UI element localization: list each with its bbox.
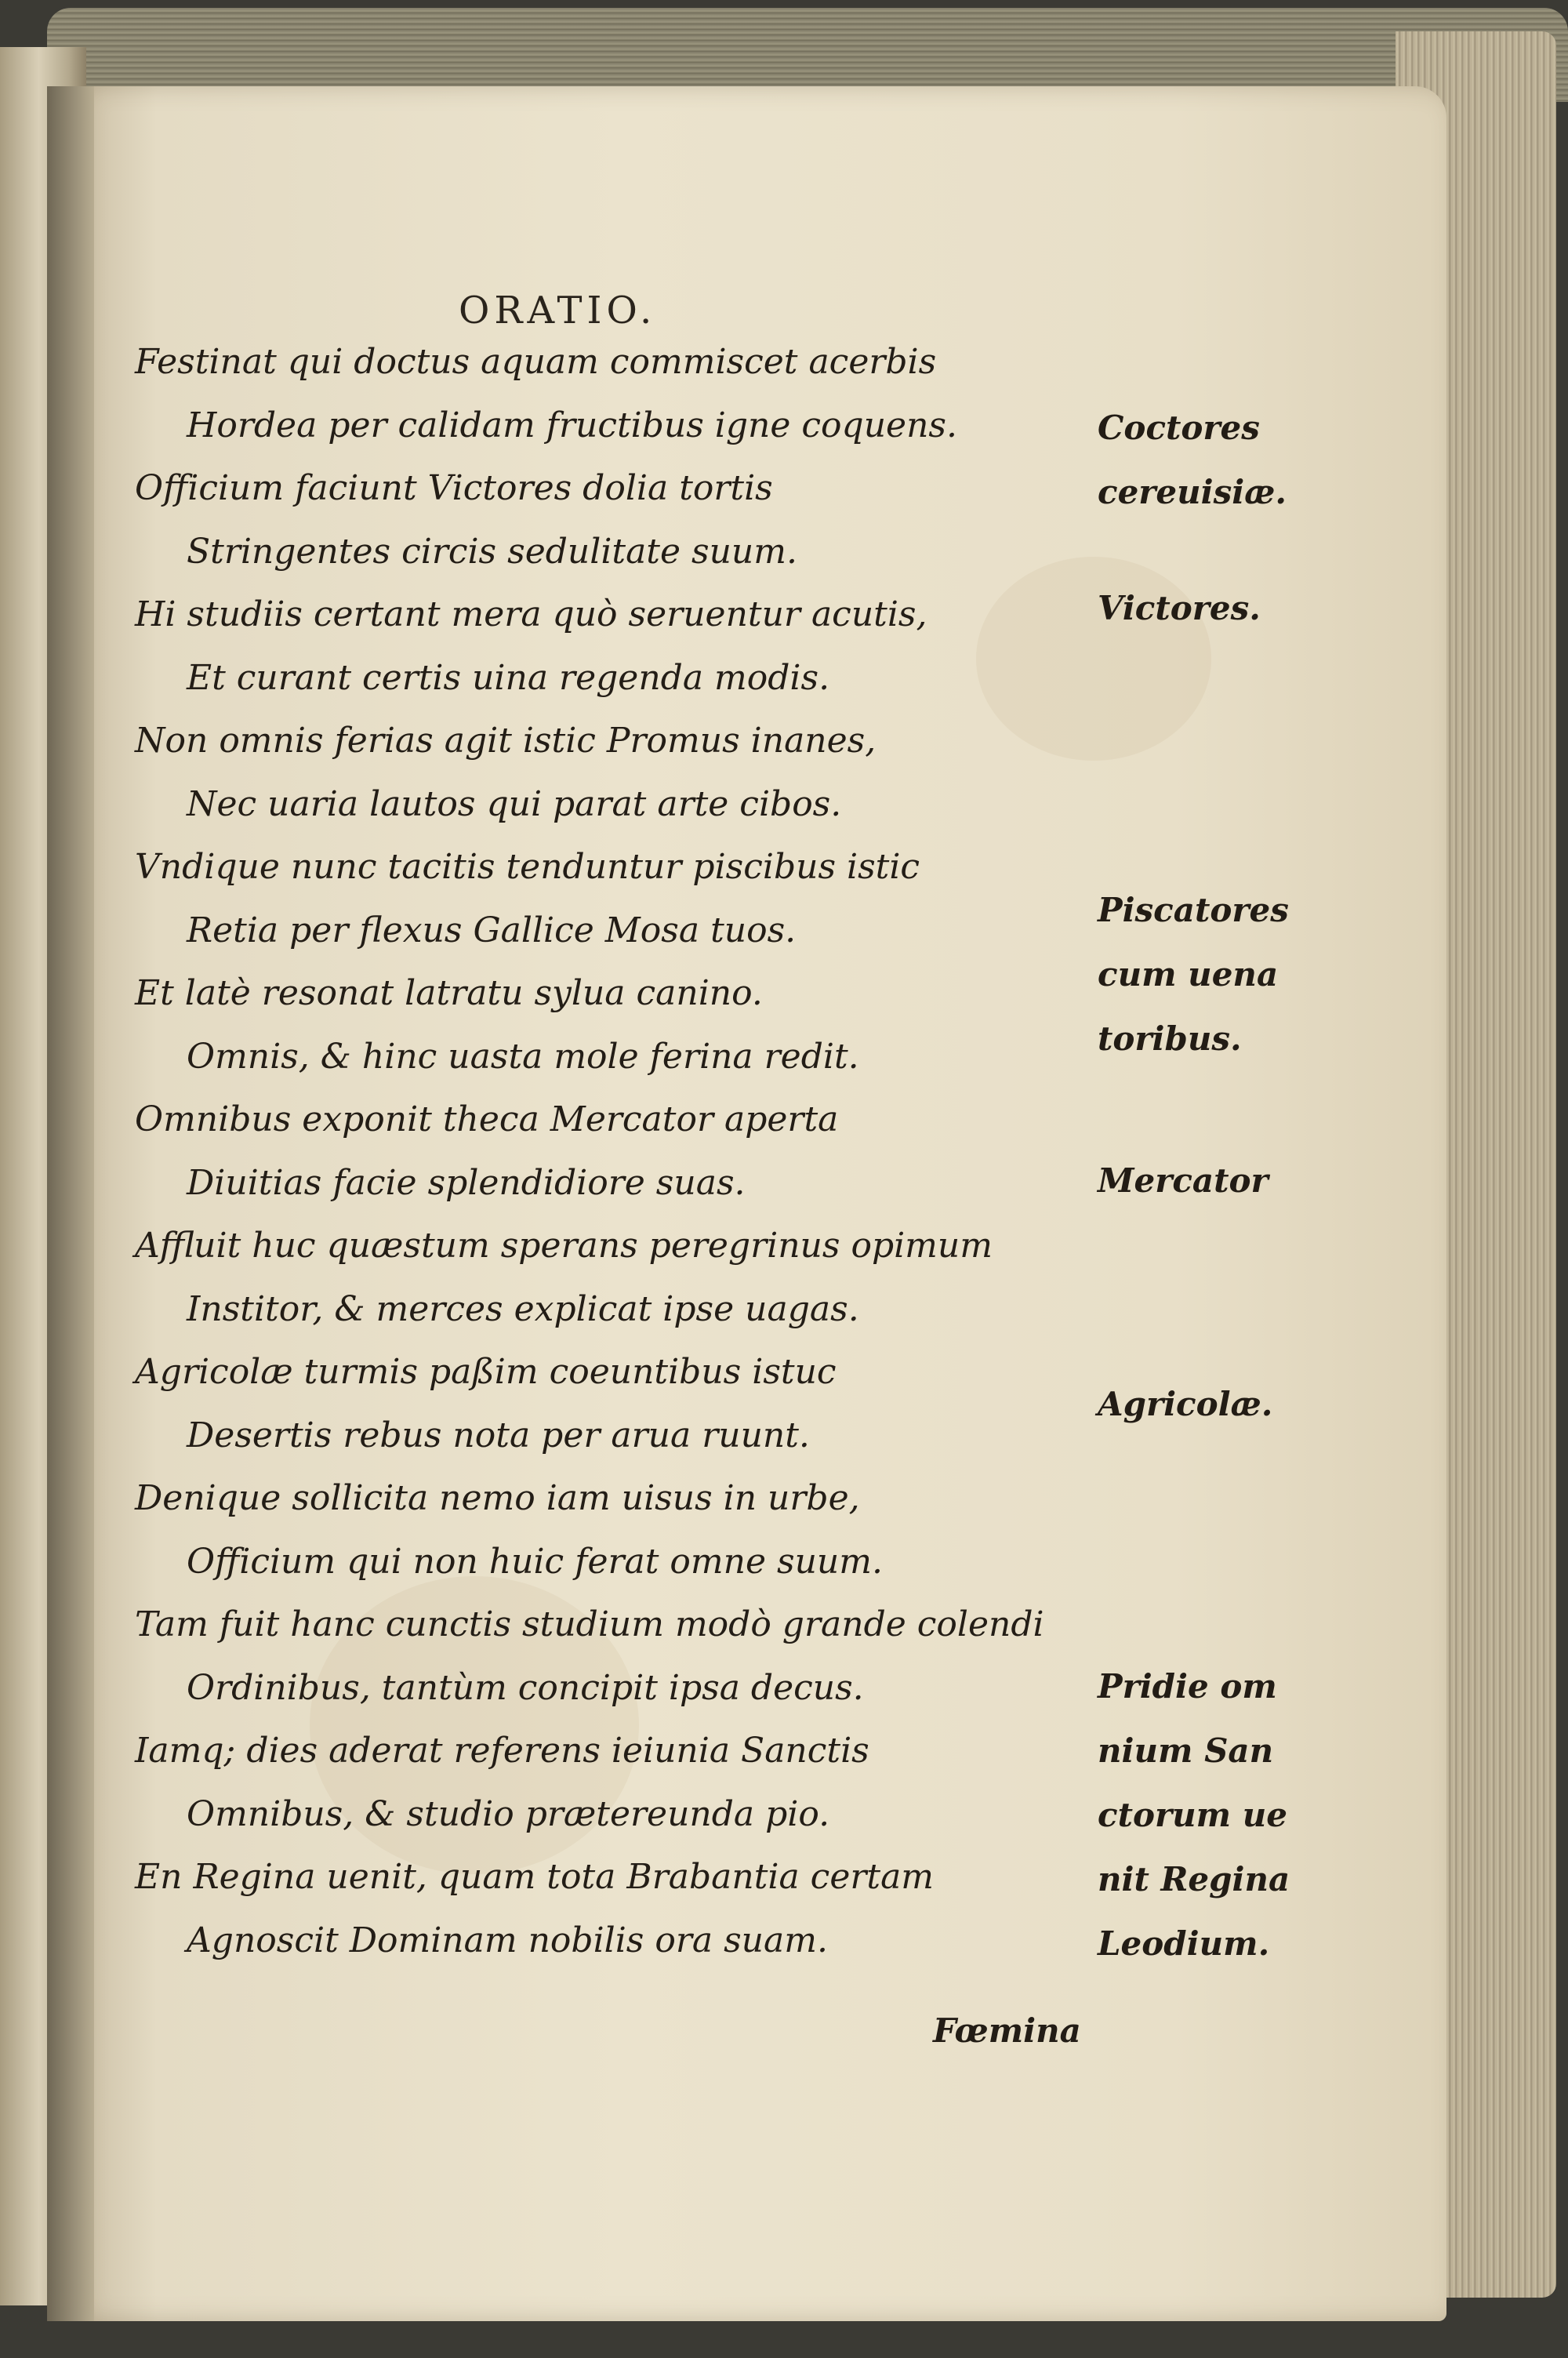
- verse-line-pentameter: Retia per flexus Gallice Mosa tuos.: [187, 910, 797, 950]
- verse-line-pentameter: Omnis, & hinc uasta mole ferina redit.: [187, 1037, 859, 1077]
- marginal-note-line: Coctores: [1098, 409, 1260, 447]
- marginal-note-line: Leodium.: [1098, 1924, 1270, 1963]
- marginal-note-line: Victores.: [1098, 589, 1261, 627]
- verse-line-hexameter: Tam fuit hanc cunctis studium modò grande colendi: [135, 1604, 1044, 1644]
- gutter-shadow: [47, 86, 94, 2321]
- verse-line-pentameter: Desertis rebus nota per arua ruunt.: [187, 1415, 810, 1455]
- verse-line-pentameter: Diuitias facie splendidiore suas.: [187, 1163, 746, 1203]
- running-head: ORATIO.: [459, 289, 657, 332]
- verse-line-pentameter: Institor, & merces explicat ipse uagas.: [187, 1289, 859, 1329]
- verse-line-hexameter: Officium faciunt Victores dolia tortis: [135, 468, 773, 508]
- verse-line-hexameter: En Regina uenit, quam tota Brabantia certam: [135, 1857, 935, 1897]
- verse-line-hexameter: Non omnis ferias agit istic Promus inanes,: [135, 721, 877, 761]
- paper-stain: [976, 557, 1211, 761]
- verse-line-pentameter: Agnoscit Dominam nobilis ora suam.: [187, 1920, 828, 1960]
- verse-line-hexameter: Affluit huc quæstum sperans peregrinus opimum: [135, 1226, 993, 1266]
- verse-line-pentameter: Officium qui non huic ferat omne suum.: [187, 1542, 883, 1582]
- verse-line-pentameter: Et curant certis uina regenda modis.: [187, 658, 830, 698]
- marginal-note-line: ctorum ue: [1098, 1796, 1287, 1834]
- verse-line-pentameter: Hordea per calidam fructibus igne coquens.: [187, 405, 957, 445]
- catchword: Fœmina: [933, 2011, 1081, 2050]
- verse-line-hexameter: Agricolæ turmis paßim coeuntibus istuc: [135, 1352, 837, 1392]
- verse-line-pentameter: Stringentes circis sedulitate suum.: [187, 532, 797, 572]
- verse-line-hexameter: Hi studiis certant mera quò seruentur acutis,: [135, 594, 927, 634]
- verse-line-pentameter: Omnibus, & studio prætereunda pio.: [187, 1794, 830, 1834]
- marginal-note-line: Agricolæ.: [1098, 1385, 1273, 1423]
- verse-line-pentameter: Ordinibus, tantùm concipit ipsa decus.: [187, 1668, 864, 1708]
- verse-line-pentameter: Nec uaria lautos qui parat arte cibos.: [187, 784, 842, 824]
- marginal-note-line: Piscatores: [1098, 891, 1289, 929]
- verse-line-hexameter: Festinat qui doctus aquam commiscet acerbis: [135, 342, 937, 382]
- verse-line-hexameter: Denique sollicita nemo iam uisus in urbe,: [135, 1478, 860, 1518]
- verse-line-hexameter: Vndique nunc tacitis tenduntur piscibus istic: [135, 847, 920, 887]
- marginal-note-line: toribus.: [1098, 1019, 1242, 1058]
- marginal-note-line: nit Regina: [1098, 1860, 1290, 1898]
- marginal-note-line: cereuisiæ.: [1098, 473, 1287, 511]
- verse-line-hexameter: Iamq; dies aderat referens ieiunia Sanctis: [135, 1731, 869, 1771]
- verse-line-hexameter: Et latè resonat latratu sylua canino.: [135, 973, 763, 1013]
- marginal-note-line: Pridie om: [1098, 1667, 1277, 1706]
- marginal-note-line: Mercator: [1098, 1161, 1269, 1200]
- marginal-note-line: cum uena: [1098, 955, 1279, 994]
- verse-line-hexameter: Omnibus exponit theca Mercator aperta: [135, 1099, 839, 1139]
- marginal-note-line: nium San: [1098, 1731, 1274, 1770]
